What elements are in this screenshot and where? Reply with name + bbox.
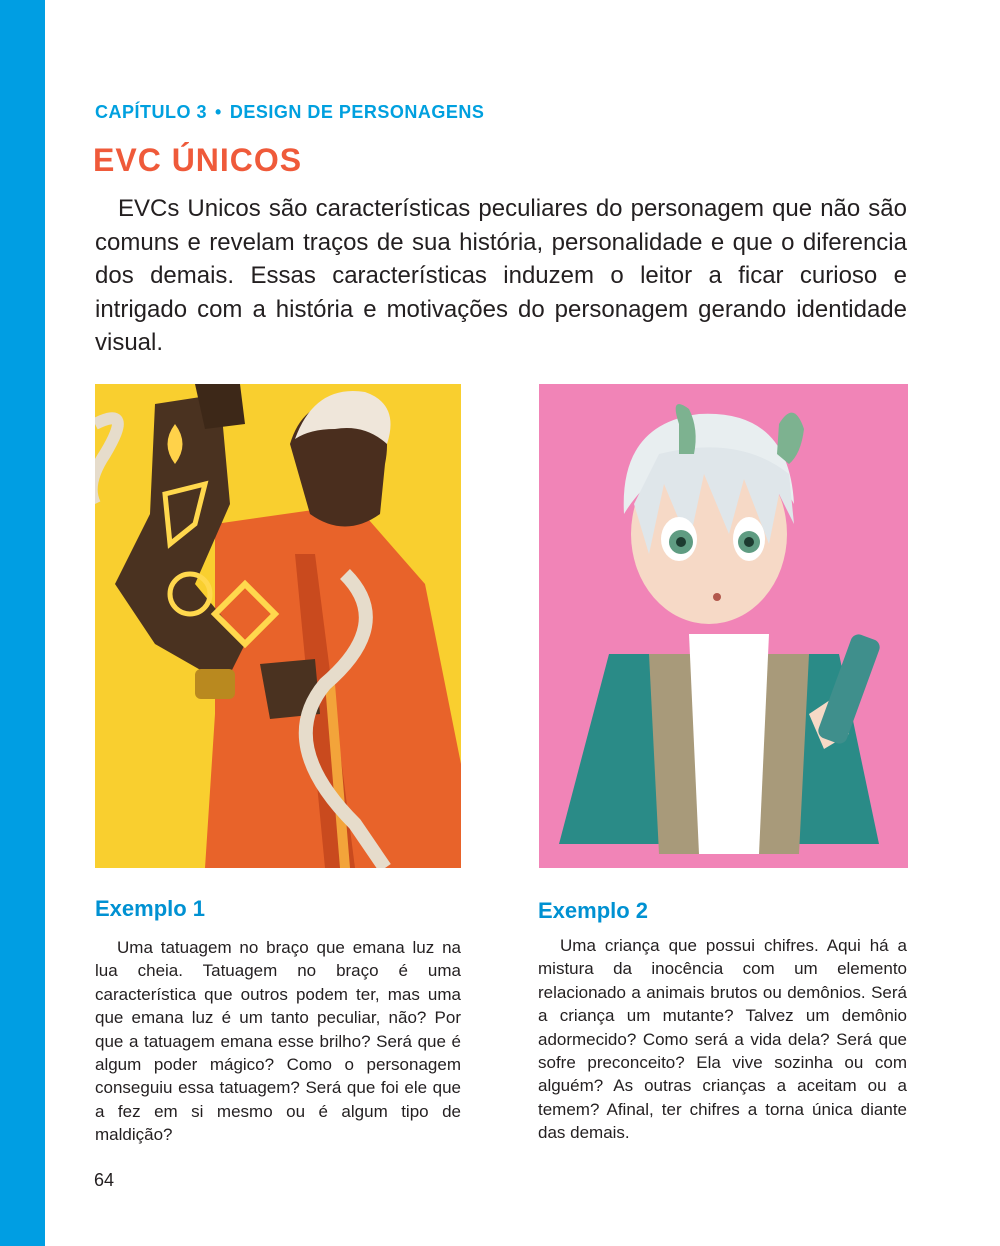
illustration-horned-child xyxy=(539,384,908,868)
example-2-title: Exemplo 2 xyxy=(538,898,649,923)
example-1-text: Uma tatuagem no braço que emana luz na lua cheia. Tatuagem no braço é uma característica que outros podem ter, mas uma que emana luz é um tanto peculiar, não? Por que a tatuagem emana esse brilho? Será que é algum poder mágico? Como o personagem conseguiu essa tatuagem? Será que foi ele que a fez em si mesmo ou é algum tipo de maldição? xyxy=(95,938,461,1145)
chapter-title: DESIGN DE PERSONAGENS xyxy=(229,102,485,122)
chapter-separator: • xyxy=(215,102,222,122)
intro-paragraph: EVCs Unicos são características peculiares do personagem que não são comuns e revelam traços de sua história, personalidade e que o diferencia dos demais. Essas características induzem o leitor a ficar curioso e intrigado com a história e motivações do personagem gerando identidade visual. xyxy=(95,195,907,356)
page-number: 64 xyxy=(94,1170,115,1190)
section-title: EVC ÚNICOS xyxy=(93,142,303,178)
illustration-tattoo-character xyxy=(95,384,461,868)
chapter-label: CAPÍTULO 3 xyxy=(95,102,208,122)
example-1-title: Exemplo 1 xyxy=(95,896,206,921)
side-color-bar xyxy=(0,0,45,1246)
chapter-header xyxy=(95,102,484,123)
example-2-text: Uma criança que possui chifres. Aqui há a mistura da inocência com um elemento relacionado a animais brutos ou demônios. Será a criança um mutante? Talvez um demônio adormecido? Como será a vida dela? Será que sofre preconceito? Ela vive sozinha ou com alguém? As outras crianças a aceitam ou a temem? Afinal, ter chifres a torna única diante das demais. xyxy=(538,936,907,1143)
